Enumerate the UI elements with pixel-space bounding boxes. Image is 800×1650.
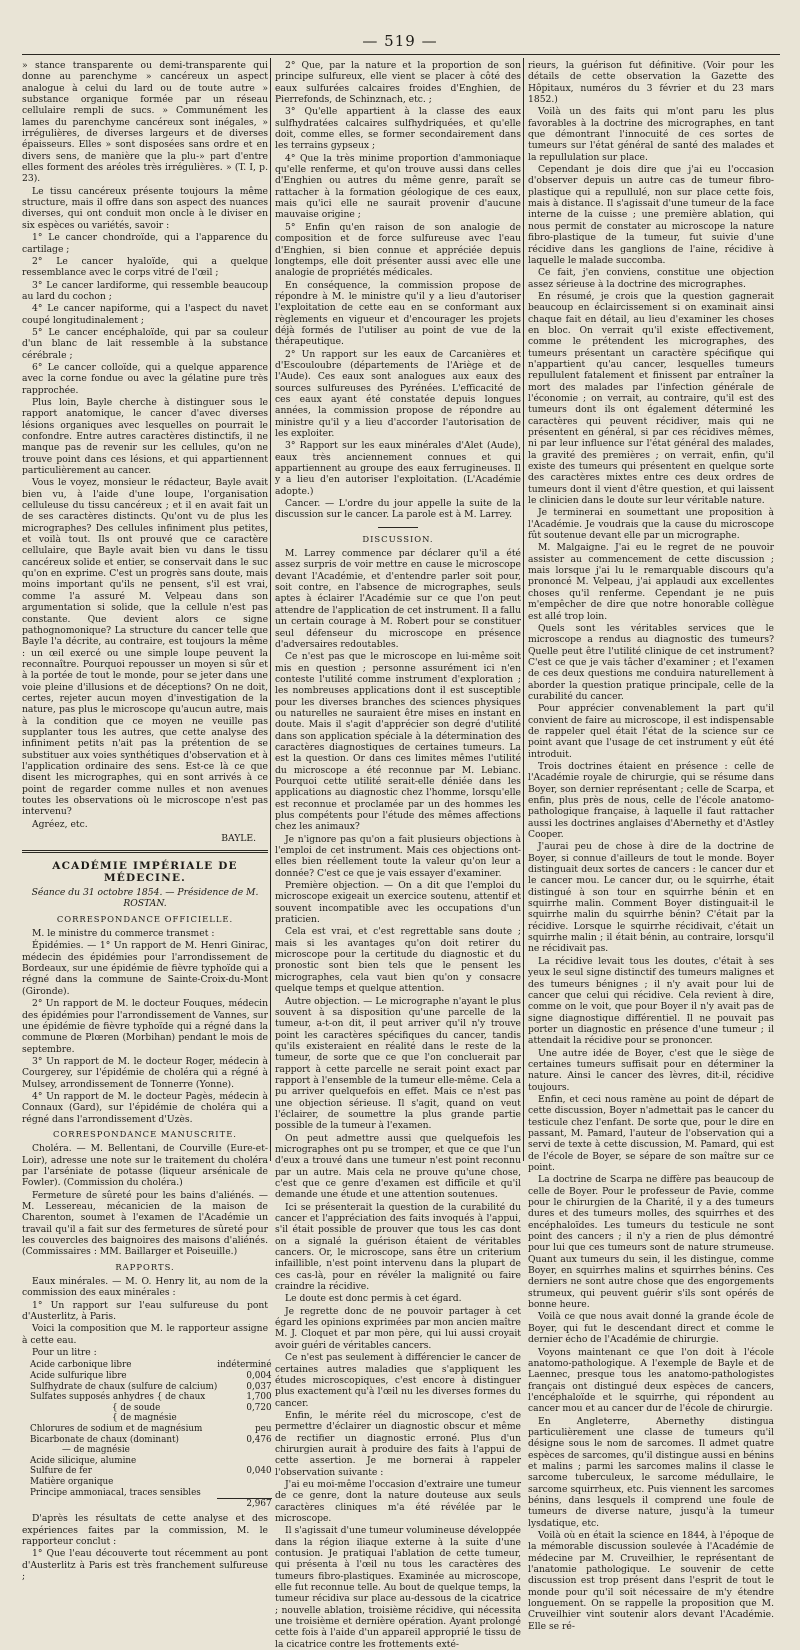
- section-heading: RAPPORTS.: [115, 1261, 175, 1272]
- table-label: Sulfure de fer: [30, 1466, 92, 1477]
- paragraph: Pour un litre :: [32, 1347, 97, 1359]
- table-row: [22, 1466, 272, 1477]
- table-label: Sulfhydrate de chaux (sulfure de calcium): [30, 1381, 218, 1392]
- paragraph: Je terminerai en soumettant une proposition à l'Académie. Je voudrais que la cause du microscope fût soutenue devant elle par un micrographe.: [528, 507, 774, 542]
- section-heading: DISCUSSION.: [362, 533, 434, 544]
- paragraph: Le tissu cancéreux présente toujours la même structure, mais il offre dans son aspect des nuances diverses, qui ont conduit mon oncle à le diviser en six espèces ou variétés, savoir :: [22, 185, 268, 231]
- paragraph: 1° Le cancer chondroïde, qui a l'apparence du cartilage ;: [22, 232, 268, 255]
- paragraph: 3° Le cancer lardiforme, qui ressemble beaucoup au lard du cochon ;: [22, 279, 268, 302]
- paragraph: En résumé, je crois que la question gagnerait beaucoup en éclaircissement si on examinait ainsi chaque fait en détail, au lieu d'examiner les choses en bloc. On verrait qu'il existe effectivement, comme le prétendent les micrographes, des tumeurs présentant un caractère spécifique qui n'appartient qu'au cancer, lesquelles tumeurs repullulent fatalement et finissent par entraîner la mort des malades par l'infection générale de l'économie ; on verrait, au contraire, qu'il est des tumeurs dont ils ont également déterminé les caractères qui peuvent récidiver, mais qui ne présentent en général, si par ces récidives mêmes, ni par leur influence sur l'état général des malades, la gravité des premières ; on verrait, enfin, qu'il existe des tumeurs qui présentent en quelque sorte des caractères mixtes entre ces deux ordres de tumeurs dont il vient d'être question, et qui laissent le clinicien dans le doute sur leur véritable nature.: [528, 290, 774, 507]
- paragraph: Vous le voyez, monsieur le rédacteur, Bayle avait bien vu, à l'aide d'une loupe, l'organisation celluleuse du tissu cancéreux ; et il en avait fait un de ses caractères distincts. Qu'ont vu de plus les micrographes? Des cellules infiniment plus petites, et voilà tout. Ils ont prouvé que ce caractère cellulaire, que Bayle avait bien vu dans le tissu cancéreux solide et entier, se conservait dans le suc qu'on en exprime. C'est un progrès sans doute, mais moins important qu'ils ne pensent, s'il est vrai, comme l'a assuré M. Velpeau dans son argumentation si solide, que la cellule n'est pas constante. Que devient alors ce signe pathognomonique? La structure du cancer telle que Bayle l'a décrite, au contraire, est toujours la même : un œil exercé ou une simple loupe peuvent la reconnaître. Pourquoi repousser un moyen si sûr et à la portée de tout le monde, pour se jeter dans une voie pleine d'illusions et de déceptions? On ne doit, certes, rejeter aucun moyen d'investigation de la nature, pas plus le microscope qu'aucun autre, mais à la condition que ce moyen ne veuille pas supplanter tous les autres, que cette analyse des infiniment petits n'ait pas la prétention de se substituer aux voies synthétiques d'observation et à l'application ordinaire des sens. Est-ce là ce que disent les micrographes, qui en sont arrivés à ce point de regarder comme nulles et non avenues toutes les observations où le microscope n'est pas intervenu?: [22, 477, 268, 818]
- table-label: Bicarbonate de chaux (dominant): [30, 1434, 179, 1445]
- table-row: [22, 1477, 272, 1488]
- paragraph: Plus loin, Bayle cherche à distinguer sous le rapport anatomique, le cancer d'avec diverses lésions organiques avec lesquelles on pourrait le confondre. Entre autres caractères distinctifs, il ne manque pas de revenir sur les cellules, qu'on ne trouve point dans ces lésions, et qui appartiennent particulièrement au cancer.: [22, 396, 268, 477]
- table-row: [22, 1413, 272, 1424]
- table-value: 0,476: [246, 1434, 272, 1445]
- paragraph: En Angleterre, Abernethy distingua particulièrement une classe de tumeurs qu'il désigne sous le nom de sarcomes. Il admet quatre espèces de sarcomes, qu'il distingue aussi en bénins et malins ; parmi les sarcomes malins il classe le sarcome tuberculeux, le sarcome médullaire, le sarcome squirrheux, etc. Puis viennent les sarcomes bénins, dans lesquels il comprend une foule de tumeurs de diverse nature, jusqu'à la tumeur lysdatique, etc.: [528, 1415, 774, 1529]
- paragraph: 3° Rapport sur les eaux minérales d'Alet (Aude), eaux très anciennement connues et qui appartiennent au groupe des eaux ferrugineuses. Il y a lieu d'en autoriser l'exploitation. (L'Académie adopte.): [275, 440, 521, 497]
- paragraph: Voici la composition que M. le rapporteur assigne à cette eau.: [22, 1323, 268, 1346]
- paragraph: Ici se présenterait la question de la curabilité du cancer et l'appréciation des faits invoqués à l'appui, s'il était possible de prouver que tous les cas dont on a signalé la guérison étaient de véritables cancers. Or, le microscope, sans être un criterium infaillible, n'est point intervenu dans la plupart de ces cas-là, pour en révéler la malignité ou faire craindre la récidive.: [275, 1201, 521, 1293]
- paragraph: rieurs, la guérison fut définitive. (Voir pour les détails de cette observation la Gazette des Hôpitaux, numéros du 3 février et du 23 mars 1852.): [528, 60, 774, 106]
- paragraph: 1° Que l'eau découverte tout récemment au pont d'Austerlitz à Paris est très franchement sulfureuse ;: [22, 1548, 268, 1582]
- paragraph: Pour apprécier convenablement la part qu'il convient de faire au microscope, il est indispensable de rappeler quel était l'état de la science sur ce point avant que l'usage de cet instrument y eût été introduit.: [528, 703, 774, 760]
- paragraph: 2° Un rapport de M. le docteur Fouques, médecin des épidémies pour l'arrondissement de Vannes, sur une épidémie de fièvre typhoïde qui a régné dans la commune de Plœren (Morbihan) pendant le mois de septembre.: [22, 998, 268, 1055]
- table-value: 0,037: [246, 1381, 272, 1392]
- table-label: Sulfates supposés anhydres { de chaux: [30, 1392, 206, 1403]
- page-number: — 519 —: [362, 32, 438, 50]
- paragraph: Voilà ce que nous avait donné la grande école de Boyer, qui fut le descendant direct et comme le dernier écho de l'Académie de chirurgie.: [528, 1311, 774, 1346]
- table-row: [22, 1403, 272, 1414]
- paragraph: Enfin, et ceci nous ramène au point de départ de cette discussion, Boyer n'admettait pas le cancer du testicule chez l'enfant. De sorte que, pour le dire en passant, M. Pamard, l'auteur de l'observation qui a servi de texte à cette discussion, M. Pamard, qui est de l'école de Boyer, se sépare de son maître sur ce point.: [528, 1093, 774, 1173]
- table-value: [217, 1413, 271, 1424]
- paragraph: 2° Le cancer hyaloïde, qui a quelque ressemblance avec le corps vitré de l'œil ;: [22, 255, 268, 279]
- signature: BAYLE.: [221, 833, 256, 845]
- table-label: — de magnésie: [62, 1445, 130, 1456]
- paragraph: Le doute est donc permis à cet égard.: [285, 1293, 462, 1305]
- paragraph: 4° Le cancer napiforme, qui a l'aspect du navet coupé longitudinalement ;: [22, 303, 268, 326]
- paragraph: M. Larrey commence par déclarer qu'il a été assez surpris de voir mettre en cause le microscope devant l'Académie, et d'entendre parler soit pour, soit contre, en l'absence de micrographes, seuls aptes à éclairer l'Académie sur ce que l'on peut attendre de l'application de cet instrument. Il a fallu un certain courage à M. Robert pour se constituer seul défenseur du microscope en présence d'adversaires redoutables.: [275, 548, 521, 650]
- table-row: [22, 1392, 272, 1403]
- table-value: 0,040: [246, 1466, 272, 1477]
- paragraph: Voyons maintenant ce que l'on doit à l'école anatomo-pathologique. A l'exemple de Bayle et de Laennec, presque tous les anatomo-pathologistes français ont distingué deux espèces de cancers, l'encéphaloïde et le squirrhe, qui répondent au cancer mou et au cancer dur de l'école de chirurgie.: [528, 1346, 774, 1415]
- paragraph: M. Malgaigne. J'ai eu le regret de ne pouvoir assister au commencement de cette discussion ; mais lorsque j'ai lu le remarquable discours qu'a prononcé M. Velpeau, j'ai applaudi aux excellentes choses qu'il renferme. Cependant je ne puis m'empêcher de dire que notre honorable collègue est allé trop loin.: [528, 542, 774, 622]
- paragraph: Trois doctrines étaient en présence : celle de l'Académie royale de chirurgie, qui se résume dans Boyer, son dernier représentant ; celle de Scarpa, et enfin, plus près de nous, celle de l'école anatomo-pathologique française, à laquelle il faut rattacher aussi les doctrines anglaises d'Abernethy et d'Astley Cooper.: [528, 760, 774, 841]
- table-row: [22, 1382, 272, 1393]
- table-row: [22, 1424, 272, 1435]
- section-rule: [22, 850, 268, 853]
- table-row: [22, 1488, 272, 1499]
- column-divider-1: [270, 58, 271, 1161]
- table-label: Matière organique: [30, 1477, 114, 1487]
- table-value: 1,700: [246, 1392, 272, 1403]
- paragraph: La récidive levait tous les doutes, c'était à ses yeux le seul signe distinctif des tumeurs malignes et des tumeurs bénignes ; il n'y avait pour lui de cancer que celui qui récidive. Cela revient à dire, comme on le voit, que pour Boyer il n'y avait pas de signe diagnostique différentiel. Il ne pouvait pas porter un diagnostic en présence d'une tumeur ; il attendait la récidive pour se prononcer.: [528, 955, 774, 1047]
- table-total: 2,967: [217, 1498, 271, 1509]
- paragraph: Voilà où en était la science en 1844, à l'époque de la mémorable discussion soulevée à l'Académie de médecine par M. Cruveilhier, le représentant de l'anatomie pathologique. Le souvenir de cette discussion est trop présent dans l'esprit de tout le monde pour qu'il soit nécessaire de m'y étendre longuement. On se rappelle la proposition que M. Cruveilhier vint soutenir alors devant l'Académie. Elle se ré-: [528, 1530, 774, 1632]
- paragraph: Agréez, etc.: [32, 818, 88, 830]
- paragraph: Ce n'est pas seulement à différencier le cancer de certaines autres maladies que s'appliquent les études microscopiques, c'est encore à distinguer plus exactement qu'à l'œil nu les diverses formes du cancer.: [275, 1352, 521, 1409]
- paragraph: 5° Enfin qu'en raison de son analogie de composition et de force sulfureuse avec l'eau d'Enghien, si bien connue et appréciée depuis longtemps, elle doit présenter aussi avec elle une analogie de propriétés médicales.: [275, 221, 521, 279]
- paragraph: » stance transparente ou demi-transparente qui donne au parenchyme » cancéreux un aspect analogue à celui du lard ou de toute autre » substance organique formée par un réseau cellulaire rempli de sucs. » Communément les lames du parenchyme cancéreux sont inégales, » irrégulières, de diverses largeurs et de diverses épaisseurs. Elles » sont disposées sans ordre et en divers sens, de manière que la plu-» part d'entre elles forment des aréoles très irrégulières. » (T. I, p. 23).: [22, 60, 268, 185]
- table-value: 0,004: [246, 1371, 272, 1382]
- column-divider-2: [523, 58, 524, 1161]
- paragraph: Choléra. — M. Bellentani, de Courville (Eure-et-Loir), adresse une note sur le traitement du choléra par l'arséniate de potasse (liqueur arsénicale de Fowler). (Commission du choléra.): [22, 1143, 268, 1189]
- table-label: Acide sulfurique libre: [30, 1371, 127, 1382]
- table-value: [217, 1456, 271, 1467]
- table-row: [22, 1371, 272, 1382]
- paragraph: 6° Le cancer colloïde, qui a quelque apparence avec la corne fondue ou avec la gélatine pure très rapprochée.: [22, 361, 268, 396]
- paragraph: Ce fait, j'en conviens, constitue une objection assez sérieuse à la doctrine des micrographes.: [528, 267, 774, 290]
- table-label: { de soude: [112, 1402, 161, 1413]
- session-line: Séance du 31 octobre 1854. — Présidence de M. ROSTAN.: [31, 887, 259, 910]
- table-label: Acide silicique, alumine: [30, 1455, 137, 1466]
- composition-table: [22, 1360, 272, 1509]
- table-label: { de magnésie: [112, 1413, 177, 1424]
- table-row: [22, 1445, 272, 1456]
- column-3: [528, 60, 774, 1632]
- paragraph: D'après les résultats de cette analyse et des expériences faites par la commission, M. le rapporteur conclut :: [22, 1513, 268, 1547]
- table-total-row: [22, 1498, 272, 1509]
- table-value: [217, 1488, 271, 1499]
- paragraph: 1° Un rapport sur l'eau sulfureuse du pont d'Austerlitz, à Paris.: [22, 1299, 268, 1323]
- table-value: [217, 1477, 271, 1488]
- paragraph: 4° Un rapport de M. le docteur Pagès, médecin à Connaux (Gard), sur l'épidémie de choléra qui a régné dans l'arrondissement d'Uzès.: [22, 1090, 268, 1125]
- paragraph: Épidémies. — 1° Un rapport de M. Henri Ginirac, médecin des épidémies pour l'arrondissement de Bordeaux, sur une épidémie de fièvre typhoïde qui a régné dans la commune de Sainte-Croix-du-Mont (Gironde).: [22, 940, 268, 997]
- table-row: [22, 1360, 272, 1371]
- paragraph: 2° Que, par la nature et la proportion de son principe sulfureux, elle vient se placer à côté des eaux sulfurées calcaires froides d'Enghien, de Pierrefonds, de Schinznach, etc. ;: [275, 60, 521, 106]
- paragraph: 3° Qu'elle appartient à la classe des eaux sulfhydratées calcaires sulfhydriquées, et qu'elle doit, comme elles, se former secondairement dans les terrains gypseux ;: [275, 106, 521, 152]
- paragraph: J'ai eu moi-même l'occasion d'extraire une tumeur de ce genre, dont la nature douteuse aux seuls caractères cliniques m'a été révélée par le microscope.: [275, 1478, 521, 1524]
- paragraph: En conséquence, la commission propose de répondre à M. le ministre qu'il y a lieu d'autoriser l'exploitation de cette eau en se conformant aux règlements en vigueur et d'encourager les projets déjà formés de l'utiliser au point de vue de la thérapeutique.: [275, 279, 521, 348]
- paragraph: La doctrine de Scarpa ne diffère pas beaucoup de celle de Boyer. Pour le professeur de Pavie, comme pour le chirurgien de la Charité, il y a des tumeurs dures et des tumeurs molles, des squirrhes et des encéphaloïdes. Les tumeurs du testicule ne sont point des cancers ; il n'y a rien de plus démontré pour lui que ces tumeurs sont de nature strumeuse. Quant aux tumeurs du sein, il les distingue, comme Boyer, en squirrhes malins et squirrhes bénins. Ces derniers ne sont autre chose que des engorgements strumeux, qui peuvent guérir s'ils sont opérés de bonne heure.: [528, 1174, 774, 1311]
- table-row: [22, 1435, 272, 1446]
- table-label: Acide carbonique libre: [30, 1360, 132, 1371]
- paragraph: Enfin, le mérite réel du microscope, c'est de permettre d'éclairer un diagnostic obscur et même de rectifier un diagnostic erroné. Plus d'un chirurgien aurait à produire des faits à l'appui de cette assertion. Je me bornerai à rappeler l'observation suivante :: [275, 1409, 521, 1478]
- column-1: [22, 60, 272, 1582]
- paragraph: Il s'agissait d'une tumeur volumineuse développée dans la région iliaque externe à la suite d'une contusion. Je pratiquai l'ablation de cette tumeur, qui présenta à l'œil nu tous les caractères des tumeurs fibro-plastiques. Examinée au microscope, elle fut reconnue telle. Au bout de quelque temps, la tumeur récidiva sur place au-dessous de la cicatrice ; nouvelle ablation, troisième récidive, qui nécessita une troisième et dernière opération. Ayant prolongé cette fois à l'aide d'un appareil approprié le tissu de la cicatrice contre les frottements exté-: [275, 1525, 521, 1650]
- paragraph: 5° Le cancer encéphaloïde, qui par sa couleur d'un blanc de lait ressemble à la substance cérébrale ;: [22, 326, 268, 361]
- paragraph: Ce n'est pas que le microscope en lui-même soit mis en question ; personne assurément ici n'en conteste l'utilité comme instrument d'exploration ; les nombreuses applications dont il est susceptible pour les diverses branches des sciences physiques ou naturelles ne sauraient être mises en instant en doute. Mais il s'agit d'apprécier son degré d'utilité dans son application spéciale à la détermination des caractères diagnostiques de certaines tumeurs. La est la question. Or dans ces limites mêmes l'utilité du microscope a été reconnue par M. Lebianc. Pourquoi cette utilité serait-elle déniée dans les applications au diagnostic chez l'homme, lorsqu'elle est reconnue et proclamée par un des hommes les plus compétents pour l'étude des mêmes affections chez les animaux?: [275, 651, 521, 833]
- table-value: [217, 1445, 271, 1456]
- paragraph: On peut admettre aussi que quelquefois les micrographes ont pu se tromper, et que ce que l'un d'eux a trouvé dans une tumeur n'est point reconnu par un autre. Mais cela ne prouve qu'une chose, c'est que ce genre d'examen est difficile et qu'il demande une étude et une attention soutenues.: [275, 1132, 521, 1201]
- header-rule: [22, 54, 780, 55]
- paragraph: Autre objection. — Le micrographe n'ayant le plus souvent à sa disposition qu'une parcelle de la tumeur, a-t-on dit, il peut arriver qu'il n'y trouve point les caractères spécifiques du cancer, tandis qu'ils existeraient en réalité dans le reste de la tumeur, de sorte que ce que l'on concluerait par rapport à cette parcelle ne serait point exact par rapport à l'ensemble de la tumeur elle-même. Cela a pu arriver quelquefois en effet. Mais ce n'est pas une objection sérieuse. Il s'agit, quand on veut l'éclairer, de soumettre la plus grande partie possible de la tumeur à l'examen.: [275, 995, 521, 1132]
- table-row: [22, 1456, 272, 1467]
- paragraph: 2° Un rapport sur les eaux de Carcanières et d'Escouloubre (départements de l'Ariège et de l'Aude). Ces eaux sont analogues aux eaux des sources sulfureuses des Pyrénées. L'efficacité de ces eaux ayant été constatée depuis longues années, la commission propose de répondre au ministre qu'il y a lieu d'accorder l'autorisation de les exploiter.: [275, 348, 521, 439]
- section-heading: CORRESPONDANCE MANUSCRITE.: [53, 1128, 237, 1139]
- paragraph: Quels sont les véritables services que le microscope a rendus au diagnostic des tumeurs? Quelle peut être l'utilité clinique de cet instrument? C'est ce que je vais tâcher d'examiner ; et l'examen de ces deux questions me conduira naturellement à aborder la question pratique principale, celle de la curabilité du cancer.: [528, 622, 774, 702]
- column-2: [275, 60, 521, 1650]
- paragraph: Je regrette donc de ne pouvoir partager à cet égard les opinions exprimées par mon ancien maître M. J. Cloquet et par mon père, qui lui aussi croyait avoir guéri de véritables cancers.: [275, 1305, 521, 1351]
- table-label: Principe ammoniacal, traces sensibles: [30, 1487, 201, 1498]
- paragraph: J'aurai peu de chose à dire de la doctrine de Boyer, si connue d'ailleurs de tout le monde. Boyer distinguait deux sortes de cancers : le cancer dur et le cancer mou. Le cancer dur, ou le squirrhe, était distingué à son tour en squirrhe bénin et en squirrhe malin. Comment Boyer distinguait-il le squirrhe malin du squirrhe bénin? C'était par la récidive. Lorsque le squirrhe récidivait, c'était un squirrhe malin ; il était bénin, au contraire, lorsqu'il ne récidivait pas.: [528, 841, 774, 955]
- paragraph: 3° Un rapport de M. le docteur Roger, médecin à Courgerey, sur l'épidémie de choléra qui a régné à Mulsey, arrondissement de Tonnerre (Yonne).: [22, 1055, 268, 1090]
- table-value: peu: [255, 1424, 272, 1435]
- paragraph: Une autre idée de Boyer, c'est que le siège de certaines tumeurs suffisait pour en déterminer la nature. Ainsi le cancer des lèvres, dit-il, récidive toujours.: [528, 1047, 774, 1093]
- paragraph: Fermeture de sûreté pour les bains d'aliénés. — M. Lessereau, mécanicien de la maison de Charenton, soumet à l'examen de l'Académie un travail qu'il a fait sur des fermetures de sûreté pour les couvercles des baignoires des maisons d'aliénés. (Commissaires : MM. Baillarger et Poiseuille.): [22, 1189, 268, 1258]
- table-value: indéterminé: [217, 1360, 272, 1371]
- paragraph: 4° Que la très minime proportion d'ammoniaque qu'elle renferme, et qu'on trouve aussi dans celles d'Enghien ou autres du même genre, paraît se rattacher à la formation géologique de ces eaux, mais qu'ici elle ne saurait provenir d'aucune mauvaise origine ;: [275, 152, 521, 221]
- paragraph: Première objection. — On a dit que l'emploi du microscope exigeait un exercice soutenu, attentif et souvent incompatible avec les occupations d'un praticien.: [275, 880, 521, 926]
- paragraph: Eaux minérales. — M. O. Henry lit, au nom de la commission des eaux minérales :: [22, 1276, 268, 1299]
- section-heading: CORRESPONDANCE OFFICIELLE.: [56, 913, 234, 924]
- section-rule: [378, 527, 418, 528]
- paragraph: Je n'ignore pas qu'on a fait plusieurs objections à l'emploi de cet instrument. Mais ces objections ont-elles bien réellement toute la valeur qu'on leur a donnée? C'est ce que je vais essayer d'examiner.: [275, 833, 521, 879]
- table-label: Chlorures de sodium et de magnésium: [30, 1424, 203, 1435]
- table-value: 0,720: [246, 1402, 272, 1413]
- paragraph: Cancer. — L'ordre du jour appelle la suite de la discussion sur le cancer. La parole est à M. Larrey.: [275, 498, 521, 521]
- academy-title: ACADÉMIE IMPÉRIALE DE MÉDECINE.: [52, 860, 238, 884]
- paragraph: Cependant je dois dire que j'ai eu l'occasion d'observer depuis un autre cas de tumeur fibro-plastique qui a repullulé, non sur place cette fois, mais à distance. Il s'agissait d'une tumeur de la face interne de la cuisse ; une première ablation, qui nous permit de constater au microscope la nature fibro-plastique de la tumeur, fut suivie d'une récidive dans les ganglions de l'aine, récidive à laquelle le malade succomba.: [528, 164, 774, 266]
- paragraph: M. le ministre du commerce transmet :: [32, 928, 215, 940]
- paragraph: Voilà un des faits qui m'ont paru les plus favorables à la doctrine des micrographes, en tant que démontrant l'innocuité de ces sortes de tumeurs sur l'état général de santé des malades et la repullulation sur place.: [528, 106, 774, 163]
- paragraph: Cela est vrai, et c'est regrettable sans doute ; mais si les avantages qu'on doit retirer du microscope pour la certitude du diagnostic et du pronostic sont bien tels que le pensent les micrographes, cela vaut bien qu'on y consacre quelque temps et quelque attention.: [275, 926, 521, 995]
